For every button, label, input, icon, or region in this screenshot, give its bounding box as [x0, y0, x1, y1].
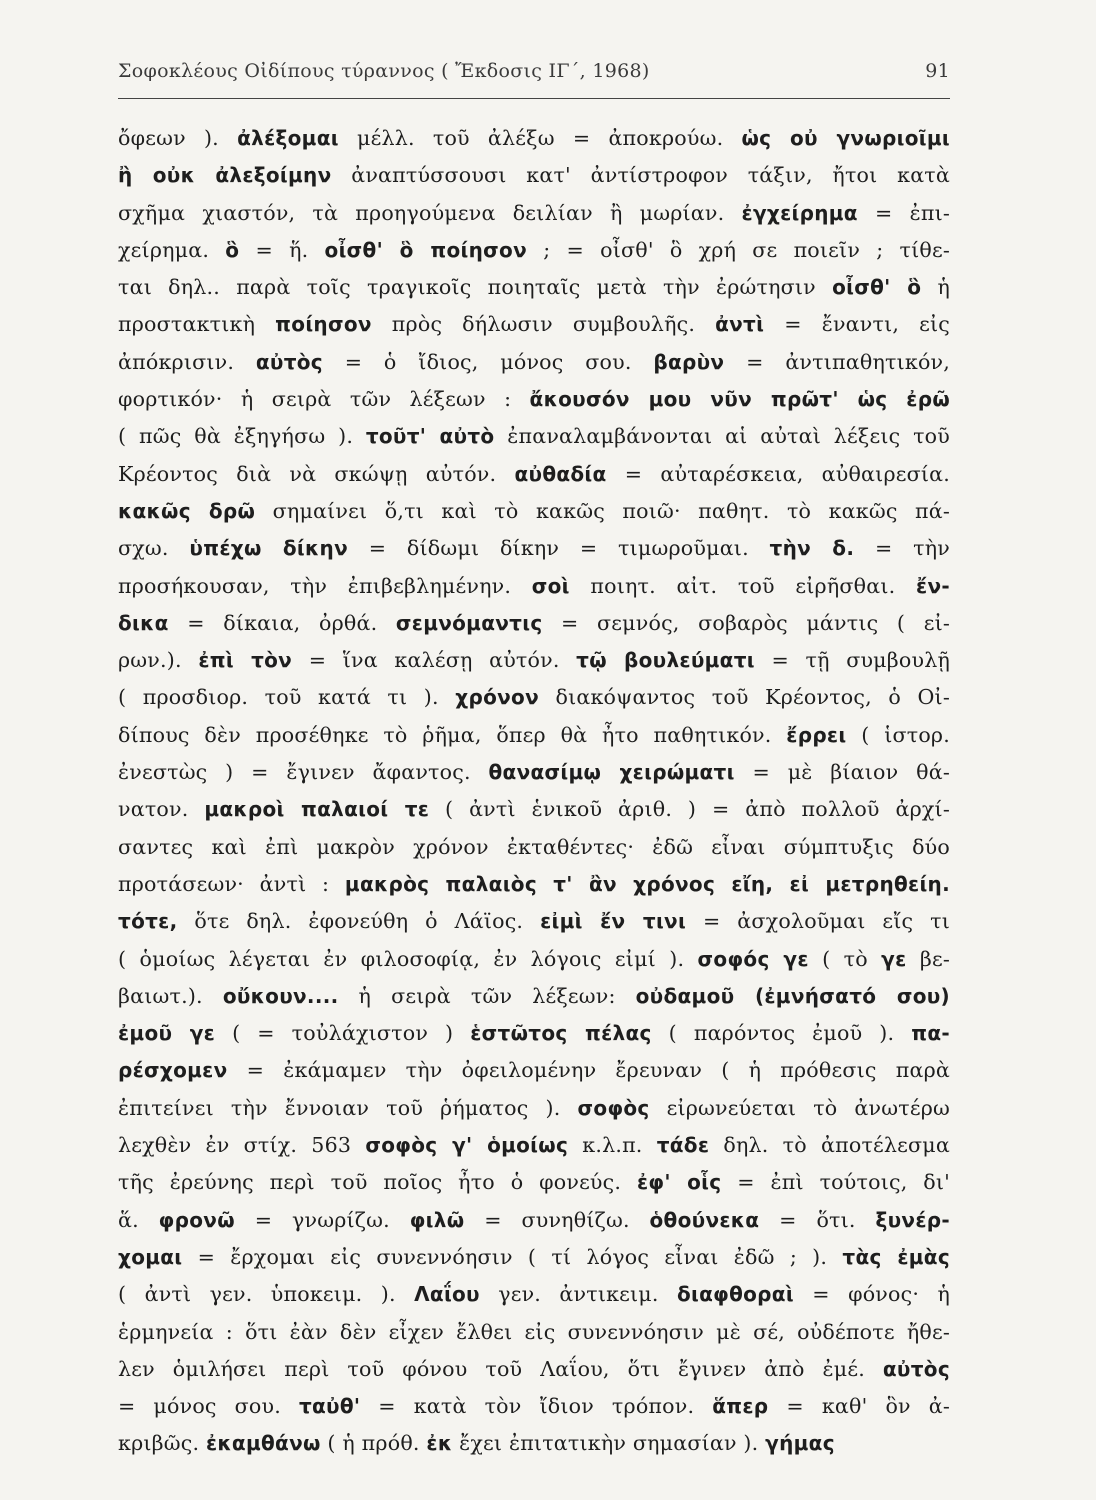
lemma-term: πα-	[911, 1021, 950, 1046]
gloss-text: κ.λ.π.	[568, 1133, 657, 1158]
gloss-text: πρὸς δήλωσιν συμβουλῆς.	[371, 312, 716, 337]
lemma-term: τότε,	[118, 909, 178, 934]
lemma-term: ὃ	[225, 237, 240, 262]
text-line	[118, 269, 950, 306]
lemma-term: κακῶς δρῶ	[118, 498, 256, 523]
lemma-term: τῷ βουλεύματι	[576, 648, 755, 673]
lemma-term: ποίησον	[275, 312, 372, 337]
gloss-text: ( ἀντὶ γεν. ὑποκειμ. ).	[118, 1282, 415, 1307]
gloss-text: λεχθὲν ἐν στίχ. 563	[118, 1133, 366, 1158]
gloss-text: ἡ	[921, 275, 950, 300]
gloss-text: προτάσεων· ἀντὶ :	[118, 871, 345, 896]
gloss-text: ( προσδιορ. τοῦ κατά τι ).	[118, 685, 456, 710]
gloss-text: ( ἀντὶ ἑνικοῦ ἀριθ. ) = ἀπὸ πολλοῦ ἀρχί-	[429, 797, 950, 822]
gloss-text: ἐνεστὼς ) = ἔγινεν ἄφαντος.	[118, 760, 489, 785]
lemma-term: ὑπέχω δίκην	[189, 536, 348, 561]
text-line	[118, 1239, 950, 1276]
gloss-text: ποιητ. αἰτ. τοῦ εἰρῆσθαι.	[569, 573, 917, 598]
gloss-text: = συνηθίζω.	[464, 1207, 650, 1232]
gloss-text: = ἐπὶ τούτοις, δι'	[721, 1170, 950, 1195]
lemma-term: ξυνέρ-	[875, 1207, 950, 1232]
text-line	[118, 306, 950, 343]
gloss-text: δίπους δὲν προσέθηκε τὸ ῥῆμα, ὅπερ θὰ ἦτο παθητικόν.	[118, 722, 787, 747]
text-line	[118, 195, 950, 232]
lemma-term: ἐκ	[426, 1431, 453, 1456]
gloss-text: γεν. ἀντικειμ.	[479, 1282, 677, 1307]
lemma-term: ἄκουσόν μου νῦν πρῶτ' ὡς ἐρῶ	[529, 387, 950, 412]
gloss-text: = ἐκάμαμεν τὴν ὀφειλομένην ἔρευναν ( ἡ πρόθεσις παρὰ	[227, 1058, 950, 1083]
gloss-text: φορτικόν· ἡ σειρὰ τῶν λέξεων :	[118, 387, 530, 412]
lemma-term: χομαι	[118, 1244, 183, 1269]
text-line	[118, 978, 950, 1015]
gloss-text: διακόψαντος τοῦ Κρέοντος, ὁ Οἰ-	[539, 685, 950, 710]
gloss-text: = ἵνα καλέσῃ αὐτόν.	[292, 648, 577, 673]
lemma-term: ἔρρει	[786, 722, 847, 747]
text-line	[118, 1276, 950, 1313]
lemma-term: σοφός γε	[697, 946, 809, 971]
text-line	[118, 1388, 950, 1425]
lemma-term: γε	[881, 946, 907, 971]
lemma-term: οἶσθ' ὃ	[832, 275, 922, 300]
lemma-term: ὁθούνεκα	[649, 1207, 760, 1232]
text-line	[118, 903, 950, 940]
lemma-term: εἰμὶ ἔν τινι	[540, 909, 687, 934]
text-line	[118, 642, 950, 679]
lemma-term: οὔκουν....	[222, 983, 339, 1008]
gloss-text: ἔχει ἐπιτατικὴν σημασίαν ).	[452, 1431, 766, 1456]
gloss-text: ρων.).	[118, 648, 199, 673]
text-line	[118, 1015, 950, 1052]
lemma-term: Λαΐου	[414, 1282, 480, 1307]
lemma-term: ἢ οὐκ ἀλεξοίμην	[118, 163, 332, 188]
gloss-text: ( τὸ	[808, 946, 882, 971]
gloss-text: = μὲ βίαιον θά-	[734, 760, 950, 785]
lemma-term: ἀλέξομαι	[237, 126, 339, 150]
gloss-text: = ἐπι-	[857, 200, 950, 225]
lemma-term: ἐμοῦ γε	[118, 1021, 216, 1046]
text-line	[118, 717, 950, 754]
lemma-term: ἔν-	[916, 573, 950, 598]
lemma-term: ἀντὶ	[715, 312, 765, 337]
gloss-text: ( ἡ πρόθ.	[320, 1431, 427, 1456]
text-line	[118, 1052, 950, 1089]
gloss-text: χείρημα.	[118, 237, 226, 262]
lemma-term: σοφὸς	[577, 1095, 650, 1120]
gloss-text: σχω.	[118, 536, 190, 561]
text-line	[118, 1425, 950, 1462]
gloss-text: = καθ' ὃν ἀ-	[768, 1394, 950, 1419]
text-line	[118, 493, 950, 530]
text-line	[118, 1127, 950, 1164]
lemma-term: φιλῶ	[409, 1207, 465, 1232]
lemma-term: αὐτὸς	[255, 349, 323, 374]
text-line	[118, 344, 950, 381]
lemma-term: διαφθοραὶ	[676, 1282, 794, 1307]
lemma-term: τοῦτ' αὐτὸ	[365, 424, 495, 449]
text-line	[118, 829, 950, 866]
text-line	[118, 568, 950, 605]
gloss-text: = ὅτι.	[759, 1207, 876, 1232]
gloss-text: Κρέοντος διὰ νὰ σκώψῃ αὐτόν.	[118, 461, 515, 486]
gloss-text: μέλλ. τοῦ ἀλέξω = ἀποκρούω.	[338, 126, 742, 150]
lemma-term: θανασίμῳ χειρώματι	[488, 760, 735, 785]
lemma-term: αὐθαδία	[514, 461, 607, 486]
text-line	[118, 456, 950, 493]
gloss-text: ( = τοὐλάχιστον )	[215, 1021, 471, 1046]
gloss-text: = ὁ ἴδιος, μόνος σου.	[322, 349, 654, 374]
gloss-text: ἀναπτύσσουσι κατ' ἀντίστροφον τάξιν, ἤτοι κατὰ	[331, 163, 950, 188]
gloss-text: τῆς ἐρεύνης περὶ τοῦ ποῖος ἦτο ὁ φονεύς.	[118, 1170, 637, 1195]
gloss-text: βε-	[906, 946, 950, 971]
running-header	[118, 60, 950, 82]
lemma-term: σοὶ	[531, 573, 570, 598]
lemma-term: αὐτὸς	[882, 1356, 950, 1381]
lemma-term: τάδε	[656, 1133, 710, 1158]
gloss-text: βαιωτ.).	[118, 983, 223, 1008]
lemma-term: τὴν δ.	[769, 536, 855, 561]
gloss-text: σχῆμα χιαστόν, τὰ προηγούμενα δειλίαν ἢ μωρίαν.	[118, 200, 742, 225]
lemma-term: ἅπερ	[712, 1394, 769, 1419]
gloss-text: ἐπαναλαμβάνονται αἱ αὐταὶ λέξεις τοῦ	[494, 424, 950, 449]
gloss-text: δηλ. τὸ ἀποτέλεσμα	[709, 1133, 950, 1158]
gloss-text: ἡ σειρὰ τῶν λέξεων:	[338, 983, 636, 1008]
text-line	[118, 418, 950, 455]
gloss-text: = κατὰ τὸν ἴδιον τρόπον.	[360, 1394, 713, 1419]
lemma-term: χρόνον	[455, 685, 539, 710]
text-line	[118, 791, 950, 828]
gloss-text: ἑρμηνεία : ὅτι ἐὰν δὲν εἶχεν ἔλθει εἰς συνεννόησιν μὲ σέ, οὐδέποτε ἤθε-	[118, 1319, 950, 1344]
text-line	[118, 754, 950, 791]
gloss-text: = ἀσχολοῦμαι εἴς τι	[686, 909, 950, 934]
lemma-term: μακρὸς παλαιὸς τ' ἂν χρόνος εἴη, εἰ μετρηθείη.	[344, 871, 950, 896]
gloss-text: προστακτικὴ	[118, 312, 276, 337]
lemma-term: σοφὸς γ' ὁμοίως	[365, 1133, 569, 1158]
text-line	[118, 1164, 950, 1201]
gloss-text: ὅτε δηλ. ἐφονεύθη ὁ Λάϊος.	[177, 909, 541, 934]
lemma-term: φρονῶ	[158, 1207, 235, 1232]
text-line	[118, 120, 950, 157]
lemma-term: ἑστῶτος πέλας	[470, 1021, 652, 1046]
gloss-text: προσήκουσαν, τὴν ἐπιβεβλημένην.	[118, 573, 532, 598]
lemma-term: οὐδαμοῦ (ἐμνήσατό σου)	[635, 983, 950, 1008]
gloss-text: = σεμνός, σοβαρὸς μάντις ( εἰ-	[542, 610, 950, 635]
gloss-text: = φόνος· ἡ	[793, 1282, 950, 1307]
gloss-text: = μόνος σου.	[118, 1394, 299, 1419]
text-line	[118, 1351, 950, 1388]
text-line	[118, 679, 950, 716]
text-line	[118, 1202, 950, 1239]
gloss-text: = αὐταρέσκεια, αὐθαιρεσία.	[606, 461, 950, 486]
lemma-term: τὰς ἐμὰς	[842, 1244, 950, 1269]
gloss-text: ἀπόκρισιν.	[118, 349, 256, 374]
lemma-term: ἐκαμθάνω	[205, 1431, 321, 1456]
lemma-term: ἐφ' οἷς	[636, 1170, 722, 1195]
lemma-term: δικα	[118, 610, 169, 635]
gloss-text: = τὴν	[854, 536, 950, 561]
text-line	[118, 232, 950, 269]
gloss-text: ἅ.	[118, 1207, 159, 1232]
text-line	[118, 1090, 950, 1127]
gloss-text: ( παρόντος ἐμοῦ ).	[651, 1021, 912, 1046]
commentary-text	[118, 120, 950, 1463]
page-number: 91	[925, 60, 950, 82]
header-rule	[118, 98, 950, 99]
gloss-text: ὄφεων ).	[118, 126, 238, 150]
lemma-term: ὡς οὐ γνωριοῖμι	[741, 126, 950, 150]
gloss-text: νατον.	[118, 797, 205, 822]
gloss-text: ( ὁμοίως λέγεται ἐν φιλοσοφίᾳ, ἐν λόγοις εἰμί ).	[118, 946, 698, 971]
lemma-term: μακροὶ παλαιοί τε	[204, 797, 430, 822]
lemma-term: ἐγχείρημα	[741, 200, 858, 225]
text-line	[118, 866, 950, 903]
gloss-text: = γνωρίζω.	[234, 1207, 410, 1232]
text-line	[118, 530, 950, 567]
gloss-text: = ἥ.	[239, 237, 325, 262]
text-line	[118, 157, 950, 194]
gloss-text: = τῇ συμβουλῇ	[754, 648, 950, 673]
gloss-text: ( ἱστορ.	[846, 722, 950, 747]
lemma-term: οἶσθ' ὃ ποίησον	[324, 237, 528, 262]
text-line	[118, 605, 950, 642]
gloss-text: = δίδωμι δίκην = τιμωροῦμαι.	[348, 536, 770, 561]
lemma-term: ἐπὶ τὸν	[198, 648, 293, 673]
gloss-text: λεν ὁμιλήσει περὶ τοῦ φόνου τοῦ Λαΐου, ὅτι ἔγινεν ἀπὸ ἐμέ.	[118, 1356, 883, 1381]
lemma-term: σεμνόμαντις	[395, 610, 543, 635]
text-line	[118, 941, 950, 978]
gloss-text: = δίκαια, ὀρθά.	[168, 610, 396, 635]
lemma-term: ταὐθ'	[298, 1394, 361, 1419]
gloss-text: ( πῶς θὰ ἐξηγήσω ).	[118, 424, 366, 449]
text-line	[118, 381, 950, 418]
gloss-text: ; = οἶσθ' ὃ χρή σε ποιεῖν ; τίθε-	[527, 237, 950, 262]
running-title: Σοφοκλέους Οἰδίπους τύραννος ( Ἔκδοσις ΙΓ΄, 1968)	[118, 60, 650, 82]
text-line	[118, 1314, 950, 1351]
lemma-term: γήμας	[765, 1431, 835, 1456]
gloss-text: σαντες καὶ ἐπὶ μακρὸν χρόνον ἐκταθέντες· ἐδῶ εἶναι σύμπτυξις δύο	[118, 834, 950, 859]
gloss-text: σημαίνει ὅ,τι καὶ τὸ κακῶς ποιῶ· παθητ. τὸ κακῶς πά-	[255, 498, 950, 523]
lemma-term: ρέσχομεν	[118, 1058, 228, 1083]
gloss-text: = ἀντιπαθητικόν,	[724, 349, 950, 374]
gloss-text: ἐπιτείνει τὴν ἔννοιαν τοῦ ῥήματος ).	[118, 1095, 578, 1120]
lemma-term: βαρὺν	[653, 349, 725, 374]
gloss-text: = ἔρχομαι εἰς συνεννόησιν ( τί λόγος εἶναι ἐδῶ ; ).	[182, 1244, 843, 1269]
gloss-text: = ἔναντι, εἰς	[764, 312, 950, 337]
gloss-text: κριβῶς.	[118, 1431, 206, 1456]
gloss-text: εἰρωνεύεται τὸ ἀνωτέρω	[649, 1095, 950, 1120]
gloss-text: ται δηλ.. παρὰ τοῖς τραγικοῖς ποιηταῖς μετὰ τὴν ἐρώτησιν	[118, 275, 833, 300]
